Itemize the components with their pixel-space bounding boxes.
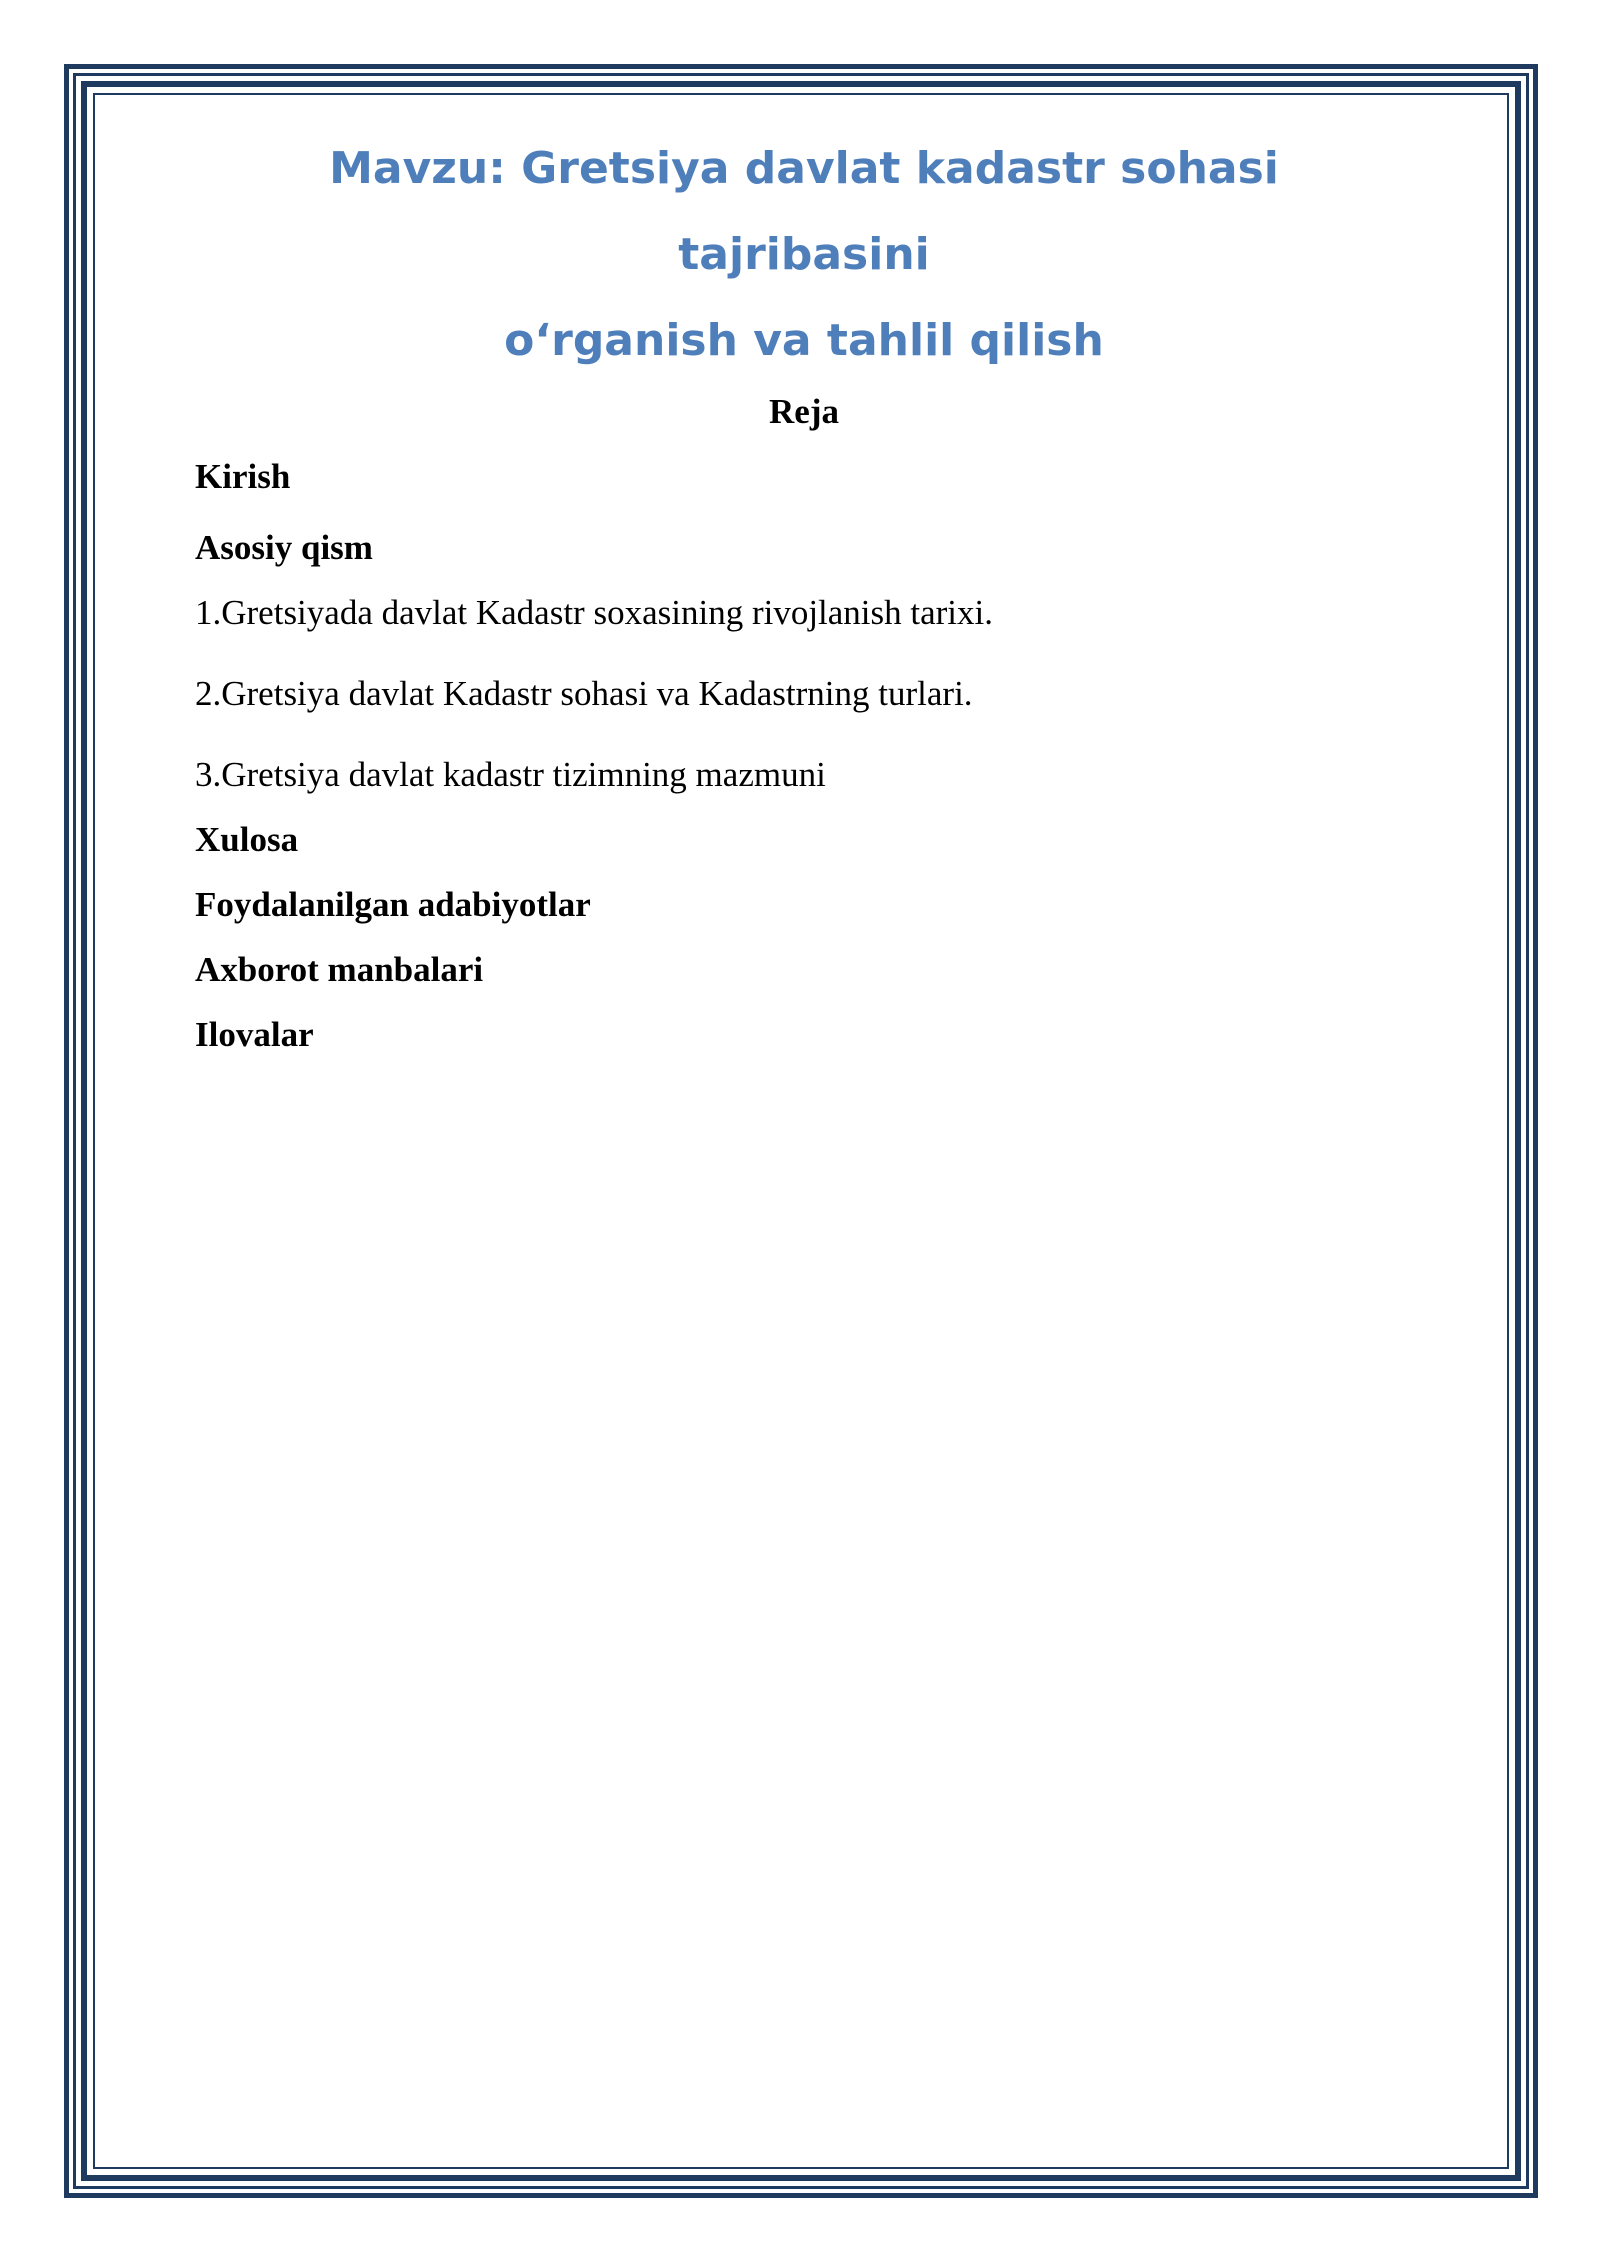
page-content bbox=[195, 126, 1405, 1079]
plan-list bbox=[195, 456, 1405, 1056]
plan-item-main-part: Asosiy qism bbox=[195, 528, 373, 567]
plan-item-information-sources: Axborot manbalari bbox=[195, 950, 484, 989]
plan-item-appendices: Ilovalar bbox=[195, 1015, 314, 1054]
plan-item-section-3: 3.Gretsiya davlat kadastr tizimning mazmuni bbox=[195, 755, 826, 794]
plan-heading: Reja bbox=[769, 392, 839, 431]
plan-item-introduction: Kirish bbox=[195, 457, 291, 496]
plan-item-references: Foydalanilgan adabiyotlar bbox=[195, 885, 591, 924]
title-line-1: Mavzu: Gretsiya davlat kadastr sohasi tajribasini bbox=[329, 143, 1279, 280]
document-title bbox=[203, 126, 1405, 384]
title-line-2: o‘rganish va tahlil qilish bbox=[504, 315, 1104, 366]
plan-item-conclusion: Xulosa bbox=[195, 820, 299, 859]
plan-item-section-1: 1.Gretsiyada davlat Kadastr soxasining rivojlanish tarixi. bbox=[195, 593, 994, 632]
plan-item-section-2: 2.Gretsiya davlat Kadastr sohasi va Kadastrning turlari. bbox=[195, 674, 973, 713]
